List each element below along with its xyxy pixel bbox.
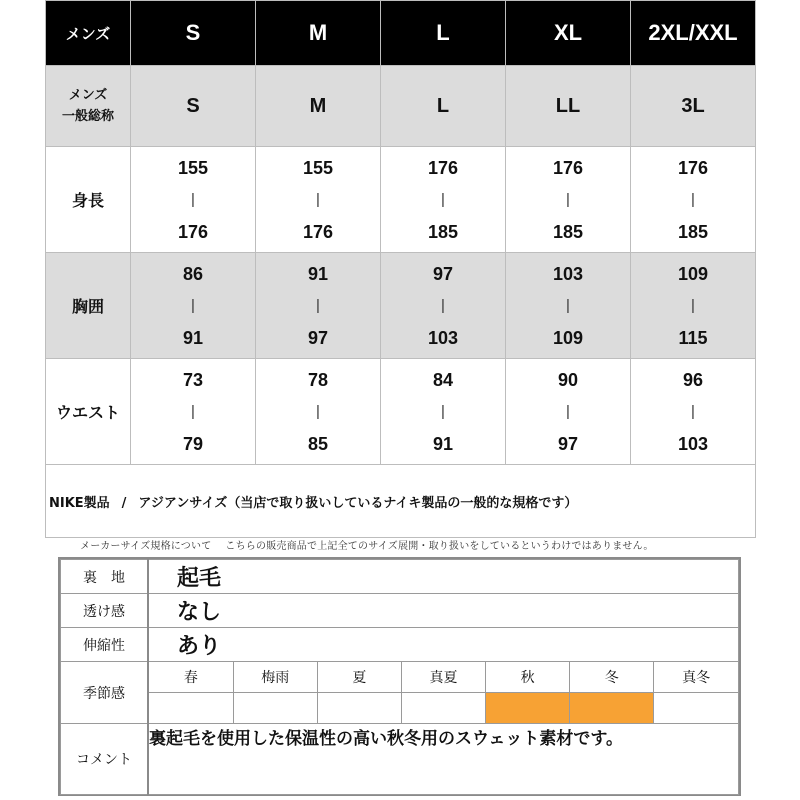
range-separator: |	[316, 190, 320, 208]
lining-value: 起毛	[148, 560, 739, 594]
season-indicator	[233, 693, 317, 724]
measure-label: 身長	[46, 147, 131, 253]
season-name: 梅雨	[233, 662, 317, 693]
range-separator: |	[191, 296, 195, 314]
measure-cell	[381, 253, 506, 359]
size-note	[46, 465, 756, 538]
size-chart-table	[45, 0, 756, 538]
range-min: 96	[682, 369, 704, 390]
range-min: 155	[177, 157, 209, 178]
season-name: 秋	[486, 662, 570, 693]
note-brand: NIKE製品	[49, 495, 110, 511]
season-names-row	[149, 662, 738, 693]
size-header-row	[46, 1, 756, 66]
range-max: 115	[678, 327, 708, 348]
range-min: 97	[432, 263, 454, 284]
range-max: 176	[302, 221, 334, 242]
jp-size-label	[46, 66, 131, 147]
maker-note-text: こちらの販売商品で上記全てのサイズ展開・取り扱いをしているというわけではありません。	[225, 541, 654, 552]
range-separator: |	[566, 296, 570, 314]
jp-size-label-line1: メンズ	[68, 88, 108, 103]
lining-label: 裏 地	[61, 560, 149, 594]
stretch-value: あり	[148, 628, 739, 662]
measure-cell	[506, 253, 631, 359]
measure-label: ウエスト	[46, 359, 131, 465]
range-min: 103	[552, 263, 584, 284]
measure-cell	[506, 359, 631, 465]
jp-size-value: M	[256, 66, 381, 147]
measure-cell	[381, 147, 506, 253]
maker-size-note	[80, 537, 654, 552]
season-label: 季節感	[61, 662, 149, 724]
measure-row-waist	[46, 359, 756, 465]
sheer-row	[61, 594, 739, 628]
measure-cell	[256, 147, 381, 253]
range-separator: |	[691, 190, 695, 208]
season-indicator	[486, 693, 570, 724]
season-name: 春	[149, 662, 233, 693]
sheer-label: 透け感	[61, 594, 149, 628]
jp-size-label-line2: 一般総称	[61, 109, 114, 124]
sheer-value: なし	[148, 594, 739, 628]
measure-cell	[631, 359, 756, 465]
season-row	[61, 662, 739, 724]
range-max: 176	[177, 221, 209, 242]
measure-cell	[131, 147, 256, 253]
season-grid	[149, 662, 738, 723]
note-slash: /	[121, 495, 127, 511]
range-max: 85	[307, 433, 329, 454]
measure-cell	[256, 359, 381, 465]
stretch-label: 伸縮性	[61, 628, 149, 662]
season-cell	[148, 662, 739, 724]
stretch-row	[61, 628, 739, 662]
range-separator: |	[566, 402, 570, 420]
size-m-header: M	[256, 1, 381, 66]
range-max: 109	[552, 327, 584, 348]
range-min: 90	[557, 369, 579, 390]
size-note-row	[46, 465, 756, 538]
range-max: 97	[557, 433, 579, 454]
jp-size-value: LL	[506, 66, 631, 147]
season-name: 真冬	[654, 662, 738, 693]
season-indicator	[149, 693, 233, 724]
comment-text: 裏起毛を使用した保温性の高い秋冬用のスウェット素材です。	[148, 724, 739, 795]
measure-row-chest	[46, 253, 756, 359]
range-max: 103	[427, 327, 459, 348]
range-separator: |	[566, 190, 570, 208]
season-name: 真夏	[401, 662, 485, 693]
comment-label: コメント	[61, 724, 149, 795]
range-separator: |	[441, 402, 445, 420]
range-max: 79	[182, 433, 204, 454]
season-marks-row	[149, 693, 738, 724]
range-min: 155	[302, 157, 334, 178]
jp-size-value: S	[131, 66, 256, 147]
range-separator: |	[691, 296, 695, 314]
range-max: 91	[182, 327, 204, 348]
season-indicator	[570, 693, 654, 724]
measure-cell	[631, 253, 756, 359]
range-min: 78	[307, 369, 329, 390]
range-separator: |	[441, 190, 445, 208]
range-separator: |	[441, 296, 445, 314]
measure-cell	[631, 147, 756, 253]
fabric-info-table	[60, 559, 739, 795]
measure-label: 胸囲	[46, 253, 131, 359]
jp-size-row	[46, 66, 756, 147]
measure-cell	[381, 359, 506, 465]
range-min: 73	[182, 369, 204, 390]
range-min: 176	[677, 157, 709, 178]
size-xl-header: XL	[506, 1, 631, 66]
season-indicator	[317, 693, 401, 724]
range-min: 84	[432, 369, 454, 390]
range-min: 176	[552, 157, 584, 178]
measure-cell	[256, 253, 381, 359]
range-separator: |	[316, 296, 320, 314]
range-min: 86	[182, 263, 204, 284]
range-separator: |	[191, 402, 195, 420]
range-max: 185	[427, 221, 459, 242]
jp-size-value: L	[381, 66, 506, 147]
header-label: メンズ	[46, 1, 131, 66]
measure-cell	[506, 147, 631, 253]
range-separator: |	[691, 402, 695, 420]
season-name: 冬	[570, 662, 654, 693]
size-s-header: S	[131, 1, 256, 66]
range-min: 91	[307, 263, 329, 284]
jp-size-value: 3L	[631, 66, 756, 147]
range-min: 109	[677, 263, 709, 284]
range-max: 91	[432, 433, 454, 454]
range-max: 185	[552, 221, 584, 242]
measure-cell	[131, 359, 256, 465]
measure-cell	[131, 253, 256, 359]
maker-note-title: メーカーサイズ規格について	[80, 541, 212, 552]
measure-row-height	[46, 147, 756, 253]
size-l-header: L	[381, 1, 506, 66]
season-name: 夏	[317, 662, 401, 693]
fabric-info-panel	[58, 557, 741, 796]
range-max: 185	[677, 221, 709, 242]
season-indicator	[654, 693, 738, 724]
range-max: 97	[307, 327, 329, 348]
size-2xl-header: 2XL/XXL	[631, 1, 756, 66]
season-indicator	[401, 693, 485, 724]
range-max: 103	[677, 433, 709, 454]
comment-row	[61, 724, 739, 795]
range-separator: |	[316, 402, 320, 420]
note-text: アジアンサイズ（当店で取り扱いしているナイキ製品の一般的な規格です）	[138, 495, 578, 511]
range-separator: |	[191, 190, 195, 208]
lining-row	[61, 560, 739, 594]
range-min: 176	[427, 157, 459, 178]
